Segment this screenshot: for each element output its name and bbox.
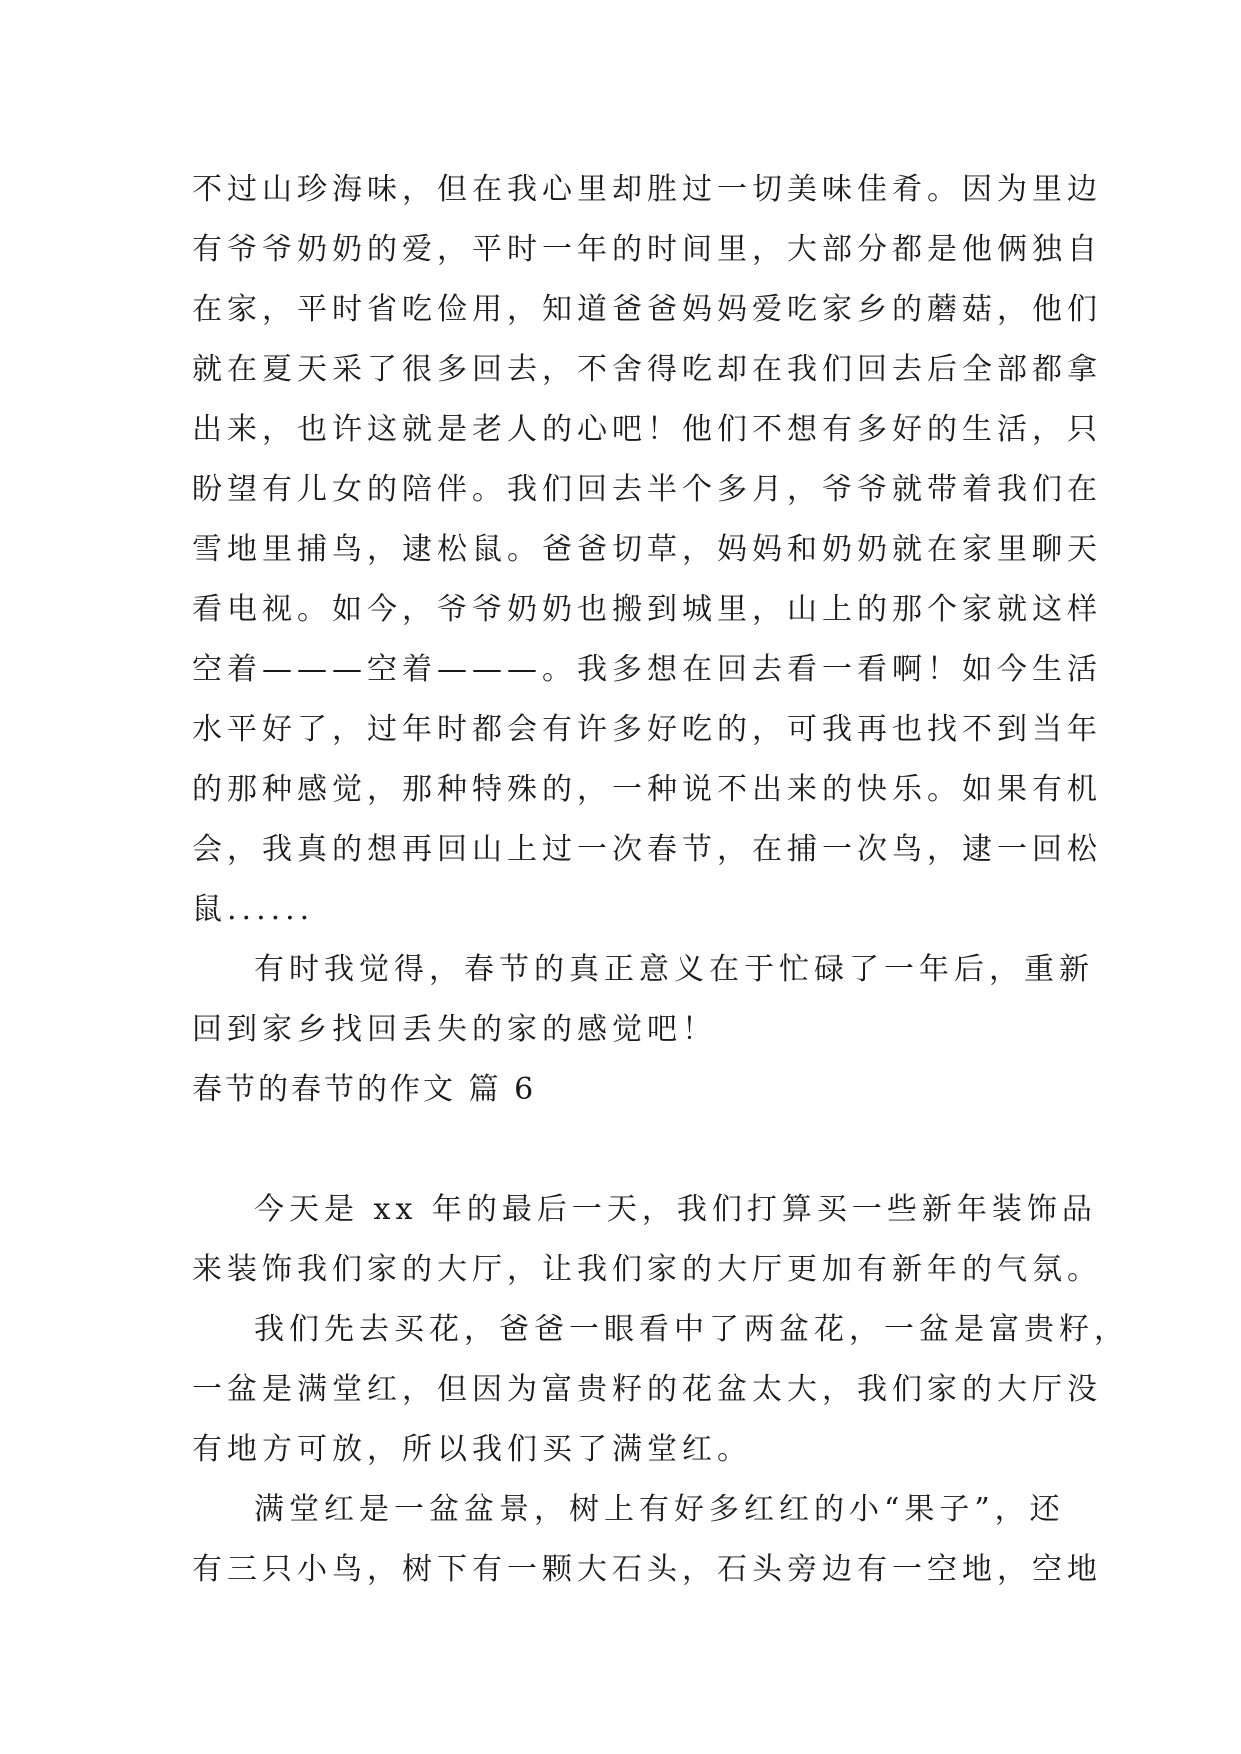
text-line: 有三只小鸟，树下有一颗大石头，石头旁边有一空地，空地 [192,1552,1102,1587]
blank-line [192,1120,1052,1180]
text-line: 看电视。如今，爷爷奶奶也搬到城里，山上的那个家就这样 [192,592,1102,627]
section-heading: 春节的春节的作文 篇 6 [192,1072,537,1107]
text-line: 雪地里捕鸟，逮松鼠。爸爸切草，妈妈和奶奶就在家里聊天 [192,532,1102,567]
text-line: 盼望有儿女的陪伴。我们回去半个多月，爷爷就带着我们在 [192,472,1102,507]
text-line: 一盆是满堂红，但因为富贵籽的花盆太大，我们家的大厅没 [192,1372,1102,1407]
text-line: 有时我觉得，春节的真正意义在于忙碌了一年后，重新 [254,952,1094,987]
text-line: 来装饰我们家的大厅，让我们家的大厅更加有新年的气氛。 [192,1252,1102,1287]
text-line: 不过山珍海味，但在我心里却胜过一切美味佳肴。因为里边 [192,172,1102,207]
text-line: 我们先去买花，爸爸一眼看中了两盆花，一盆是富贵籽， [254,1312,1129,1347]
text-line: 的那种感觉，那种特殊的，一种说不出来的快乐。如果有机 [192,772,1102,807]
text-line: 满堂红是一盆盆景，树上有好多红红的小“果子”，还 [254,1492,1065,1527]
text-line: 有爷爷奶奶的爱，平时一年的时间里，大部分都是他俩独自 [192,232,1102,267]
text-line: 会，我真的想再回山上过一次春节，在捕一次鸟，逮一回松 [192,832,1102,867]
paragraph-buying-flowers [192,1300,1129,1480]
text-line: 在家，平时省吃俭用，知道爸爸妈妈爱吃家乡的蘑菇，他们 [192,292,1102,327]
text-line: 有地方可放，所以我们买了满堂红。 [192,1432,752,1467]
text-line: 今天是 xx 年的最后一天，我们打算买一些新年装饰品 [254,1192,1097,1227]
paragraph-last-day-of-year [192,1180,1102,1300]
text-line: 回到家乡找回丢失的家的感觉吧！ [192,1012,717,1047]
text-line: 就在夏天采了很多回去，不舍得吃却在我们回去后全部都拿 [192,352,1102,387]
document-page [192,160,1129,1600]
text-line: 空着———空着———。我多想在回去看一看啊！如今生活 [192,652,1102,687]
text-line: 鼠...... [192,892,315,927]
text-line: 水平好了，过年时都会有许多好吃的，可我再也找不到当年 [192,712,1102,747]
text-line: 出来，也许这就是老人的心吧！他们不想有多好的生活，只 [192,412,1102,447]
paragraph-continued-memories [192,160,1102,940]
paragraph-potted-plant-description [192,1480,1102,1600]
paragraph-meaning-of-spring-festival [192,940,1094,1060]
